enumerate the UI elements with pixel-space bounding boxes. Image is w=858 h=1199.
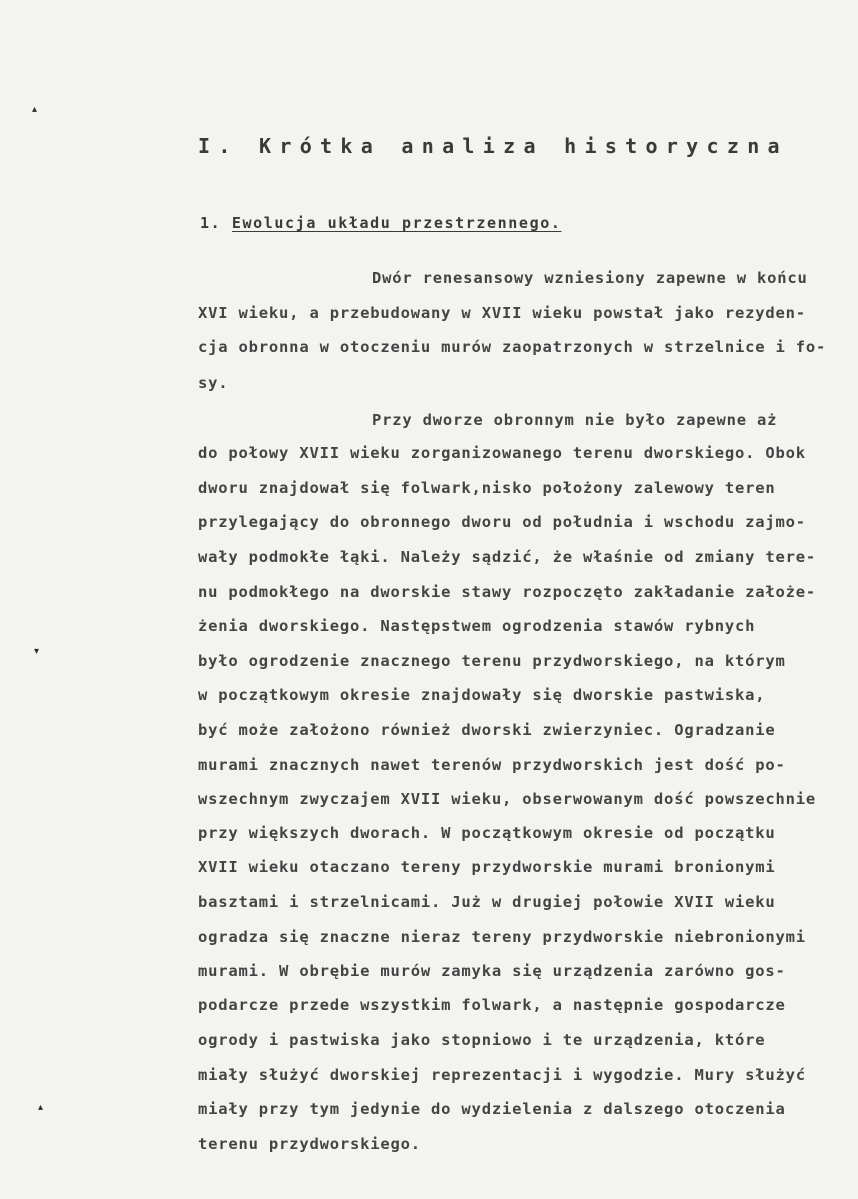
text-line: miały służyć dworskiej reprezentacji i wygodzie. Mury służyć (198, 1066, 806, 1084)
text-line: cja obronna w otoczeniu murów zaopatrzonych w strzelnice i fo- (198, 338, 827, 356)
text-line: XVI wieku, a przebudowany w XVII wieku powstał jako rezyden- (198, 304, 806, 322)
margin-triangle: ▾ (34, 646, 40, 657)
text-line: basztami i strzelnicami. Już w drugiej połowie XVII wieku (198, 893, 776, 911)
document-title: I. Krótka analiza historyczna (198, 134, 788, 158)
text-line: Przy dworze obronnym nie było zapewne aż (372, 411, 778, 429)
text-line: przylegający do obronnego dworu od południa i wschodu zajmo- (198, 513, 806, 531)
section-heading (200, 214, 561, 232)
section-title: Ewolucja układu przestrzennego. (231, 214, 562, 232)
text-line: dworu znajdował się folwark,nisko położony zalewowy teren (198, 479, 776, 497)
text-line: wały podmokłe łąki. Należy sądzić, że właśnie od zmiany tere- (198, 548, 817, 566)
text-line: Dwór renesansowy wzniesiony zapewne w końcu (372, 269, 808, 287)
text-line: do połowy XVII wieku zorganizowanego terenu dworskiego. Obok (198, 444, 806, 462)
margin-dot: ▴ (38, 1102, 44, 1113)
text-line: ogradza się znaczne nieraz tereny przydworskie niebronionymi (198, 928, 806, 946)
text-line: być może założono również dworski zwierzyniec. Ogradzanie (198, 721, 776, 739)
text-line: wszechnym zwyczajem XVII wieku, obserwowanym dość powszechnie (198, 790, 817, 808)
text-line: murami znacznych nawet terenów przydworskich jest dość po- (198, 756, 786, 774)
text-line: było ogrodzenie znacznego terenu przydworskiego, na którym (198, 652, 786, 670)
text-line: XVII wieku otaczano tereny przydworskie murami bronionymi (198, 858, 776, 876)
text-line: w początkowym okresie znajdowały się dworskie pastwiska, (198, 686, 766, 704)
text-line: sy. (198, 374, 229, 392)
text-line: murami. W obrębie murów zamyka się urządzenia zarówno gos- (198, 962, 786, 980)
text-line: terenu przydworskiego. (198, 1135, 421, 1153)
text-line: miały przy tym jedynie do wydzielenia z dalszego otoczenia (198, 1100, 786, 1118)
text-line: żenia dworskiego. Następstwem ogrodzenia stawów rybnych (198, 617, 756, 635)
text-line: przy większych dworach. W początkowym okresie od początku (198, 824, 776, 842)
text-line: nu podmokłego na dworskie stawy rozpoczęto zakładanie założe- (198, 583, 817, 601)
text-line: podarcze przede wszystkim folwark, a następnie gospodarcze (198, 996, 786, 1014)
margin-dot: ▴ (32, 104, 38, 115)
section-number: 1. (200, 214, 222, 232)
text-line: ogrody i pastwiska jako stopniowo i te urządzenia, które (198, 1031, 766, 1049)
